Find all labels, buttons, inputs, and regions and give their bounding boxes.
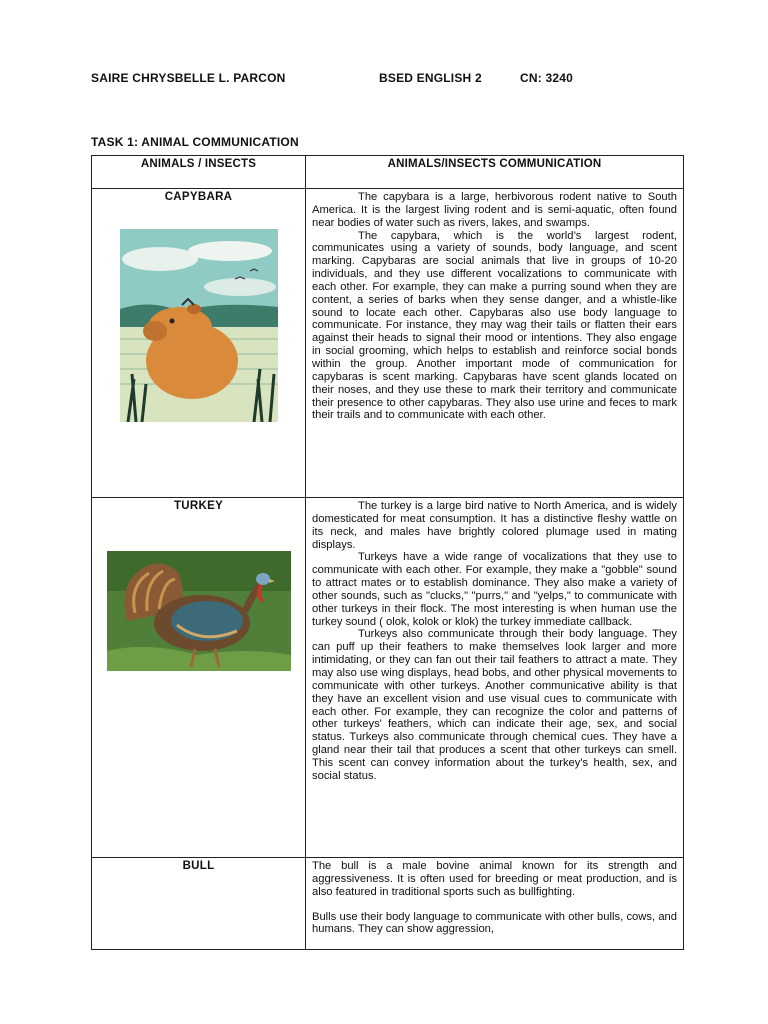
paragraph: The bull is a male bovine animal known for its strength and aggressiveness. It is often used for breeding or meat production, and is also featured in traditional sports such as bullfighting.: [312, 860, 677, 898]
turkey-painting: [107, 551, 291, 671]
animal-cell: [92, 498, 306, 858]
animal-cell: [92, 189, 306, 498]
communication-table: [91, 155, 684, 950]
paragraph: The turkey is a large bird native to North America, and is widely domesticated for meat consumption. It has a distinctive fleshy wattle on its neck, and males have brightly colored plumage used in mating displays.: [312, 500, 677, 551]
student-name: SAIRE CHRYSBELLE L. PARCON: [91, 71, 286, 85]
animal-name: BULL: [182, 860, 215, 872]
animal-name: CAPYBARA: [164, 191, 233, 203]
description-cell: [306, 498, 684, 858]
column-header-communication: ANIMALS/INSECTS COMMUNICATION: [306, 156, 684, 189]
paragraph: Turkeys have a wide range of vocalizations that they use to communicate with each other. For example, they make a "gobble" sound to attract mates or to establish dominance. They also make a variety of other sounds, such as "clucks," "purrs," and "yelps," to communicate with other turkeys in their flock. The most interesting is when human use the turkey sound ( olok, kolok or klok) the turkey immediate callback.: [312, 551, 677, 628]
task-title: TASK 1: ANIMAL COMMUNICATION: [91, 135, 299, 149]
animal-name: TURKEY: [173, 500, 224, 512]
table-row: [92, 858, 684, 950]
class-number: CN: 3240: [520, 71, 573, 85]
paragraph: Turkeys also communicate through their body language. They can puff up their feathers to make themselves look larger and more intimidating, or they can fan out their tail feathers to attract a mate. They may also use wing displays, head bobs, and other physical movements to communicate with other turkeys. Another communicative ability is that they have an excellent vision and use visual cues to communicate with each other. For example, they can recognize the color and patterns of other turkeys' feathers, which can indicate their age, sex, and social status. Turkeys also communicate through chemical cues. They have a gland near their tail that produces a scent that other turkeys can smell. This scent can convey information about the turkey's health, sex, and social status.: [312, 628, 677, 782]
course-label: BSED ENGLISH 2: [379, 71, 482, 85]
description-cell: [306, 189, 684, 498]
capybara-illustration: [120, 229, 278, 422]
column-header-animals: ANIMALS / INSECTS: [92, 156, 306, 189]
description-cell: [306, 858, 684, 950]
table-header-row: [92, 156, 684, 189]
table-row: [92, 189, 684, 498]
paragraph: The capybara is a large, herbivorous rodent native to South America. It is the largest living rodent and is semi-aquatic, often found near bodies of water such as rivers, lakes, and swamps.: [312, 191, 677, 229]
table-row: [92, 498, 684, 858]
paragraph: The capybara, which is the world’s largest rodent, communicates using a variety of sounds, body language, and scent marking. Capybaras are social animals that live in groups of 10-20 individuals, and they use different vocalizations to communicate with each other. For example, they can make a purring sound when they are content, a series of barks when they sense danger, and a whistle-like sound to locate each other. Capybaras also use body language to communicate. For instance, they may wag their tails or flatten their ears against their heads to signal their mood or intentions. They also engage in social grooming, which helps to establish and reinforce social bonds within the group. Another important mode of communication for capybaras is scent marking. Capybaras have scent glands located on their noses, and they use these to mark their territory and communicate their presence to other capybaras. They also use urine and feces to mark their trails and to communicate with each other.: [312, 229, 677, 422]
paragraph: Bulls use their body language to communicate with other bulls, cows, and humans. They can show aggression,: [312, 910, 677, 936]
animal-cell: [92, 858, 306, 950]
